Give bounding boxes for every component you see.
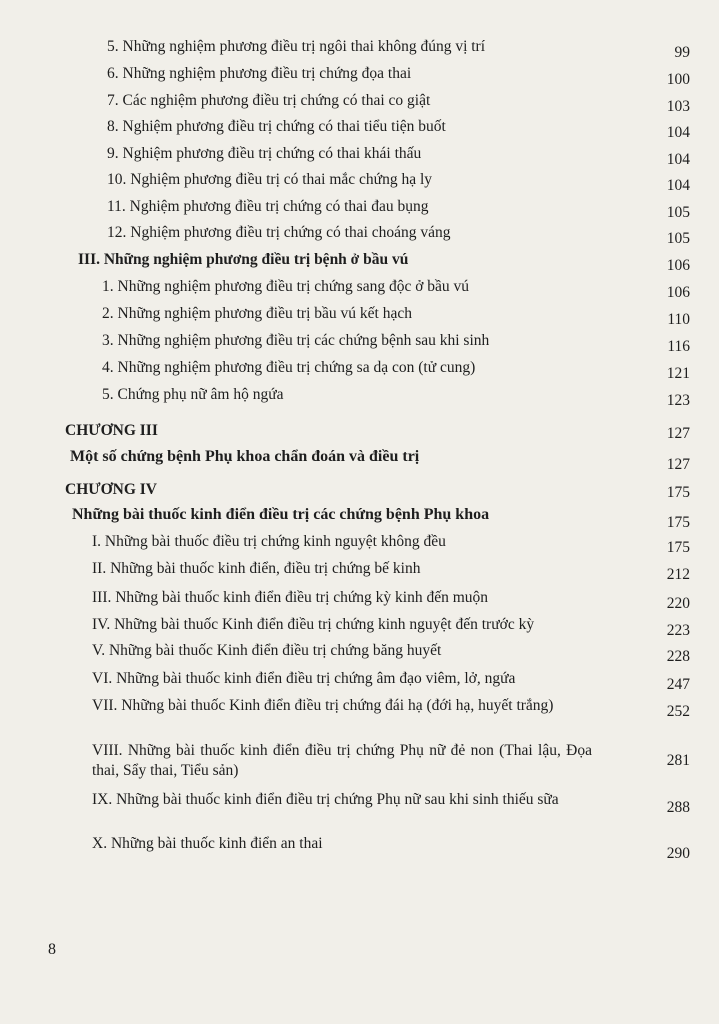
entry-title: 8. Nghiệm phương điều trị chứng có thai tiểu tiện buốt [107, 118, 446, 135]
toc-entry [0, 741, 690, 783]
entry-page: 127 [666, 425, 690, 442]
entry-page: 103 [666, 98, 690, 115]
entry-title: CHƯƠNG III [65, 422, 158, 439]
entry-title: 5. Chứng phụ nữ âm hộ ngứa [102, 386, 284, 403]
entry-title: X. Những bài thuốc kinh điển an thai [92, 835, 323, 852]
entry-title: 1. Những nghiệm phương điều trị chứng sang độc ở bầu vú [102, 278, 470, 295]
entry-page: 127 [666, 456, 690, 473]
entry-page: 116 [667, 338, 690, 355]
entry-page: 106 [666, 257, 690, 274]
entry-title: Một số chứng bệnh Phụ khoa chẩn đoán và điều trị [70, 448, 420, 465]
entry-page: 220 [666, 595, 690, 612]
entry-title: 9. Nghiệm phương điều trị chứng có thai khái thấu [107, 145, 422, 162]
entry-title: 12. Nghiệm phương điều trị chứng có thai choáng váng [107, 224, 451, 241]
entry-page: 223 [666, 622, 690, 639]
entry-page: 104 [666, 124, 690, 141]
entry-title: 3. Những nghiệm phương điều trị các chứng bệnh sau khi sinh [102, 332, 490, 349]
entry-page: 247 [666, 676, 690, 693]
entry-title: I. Những bài thuốc điều trị chứng kinh nguyệt không đều [92, 533, 446, 550]
entry-page: 212 [666, 566, 690, 583]
entry-page: 228 [666, 648, 690, 665]
entry-page: 252 [666, 703, 690, 720]
entry-title: 5. Những nghiệm phương điều trị ngôi thai không đúng vị trí [107, 38, 486, 55]
entry-title: III. Những nghiệm phương điều trị bệnh ở bầu vú [78, 251, 409, 268]
entry-title: VI. Những bài thuốc kinh điển điều trị chứng âm đạo viêm, lở, ngứa [92, 670, 516, 687]
entry-title: CHƯƠNG IV [65, 481, 157, 498]
entry-page: 105 [666, 230, 690, 247]
entry-page: 99 [674, 44, 690, 61]
entry-title: 2. Những nghiệm phương điều trị bầu vú kết hạch [102, 305, 412, 322]
entry-page: 175 [666, 539, 690, 556]
entry-title: 10. Nghiệm phương điều trị có thai mắc chứng hạ ly [107, 171, 433, 188]
entry-title: II. Những bài thuốc kinh điển, điều trị chứng bế kinh [92, 560, 421, 577]
page-number: 8 [48, 941, 56, 958]
entry-title: VIII. Những bài thuốc kinh điển điều trị chứng Phụ nữ đẻ non (Thai lậu, Đọa thai, Sẩy thai, Tiểu sản) [92, 742, 592, 779]
entry-page: 105 [666, 204, 690, 221]
entry-page: 104 [666, 151, 690, 168]
entry-title: V. Những bài thuốc Kinh điển điều trị chứng băng huyết [92, 642, 442, 659]
toc-entry [0, 790, 690, 832]
entry-page: 104 [666, 177, 690, 194]
toc-entry [0, 696, 690, 738]
entry-page: 100 [666, 71, 690, 88]
entry-page: 110 [667, 311, 690, 328]
entry-page: 123 [666, 392, 690, 409]
entry-page: 106 [666, 284, 690, 301]
entry-title: IV. Những bài thuốc Kinh điển điều trị chứng kinh nguyệt đến trước kỳ [92, 616, 535, 633]
entry-title: Những bài thuốc kinh điển điều trị các chứng bệnh Phụ khoa [72, 506, 490, 523]
entry-title: 7. Các nghiệm phương điều trị chứng có thai co giật [107, 92, 431, 109]
entry-page: 290 [666, 845, 690, 862]
entry-page: 175 [666, 514, 690, 531]
entry-title: 4. Những nghiệm phương điều trị chứng sa dạ con (tử cung) [102, 359, 476, 376]
entry-page: 175 [666, 484, 690, 501]
entry-page: 281 [666, 752, 690, 769]
entry-title: 6. Những nghiệm phương điều trị chứng đọa thai [107, 65, 412, 82]
entry-page: 288 [666, 799, 690, 816]
entry-title: VII. Những bài thuốc Kinh điển điều trị chứng đái hạ (đới hạ, huyết trắng) [92, 697, 554, 714]
entry-title: III. Những bài thuốc kinh điển điều trị chứng kỳ kinh đến muộn [92, 589, 489, 606]
entry-title: 11. Nghiệm phương điều trị chứng có thai đau bụng [107, 198, 429, 215]
entry-page: 121 [666, 365, 690, 382]
entry-title: IX. Những bài thuốc kinh điển điều trị chứng Phụ nữ sau khi sinh thiếu sữa [92, 791, 559, 808]
